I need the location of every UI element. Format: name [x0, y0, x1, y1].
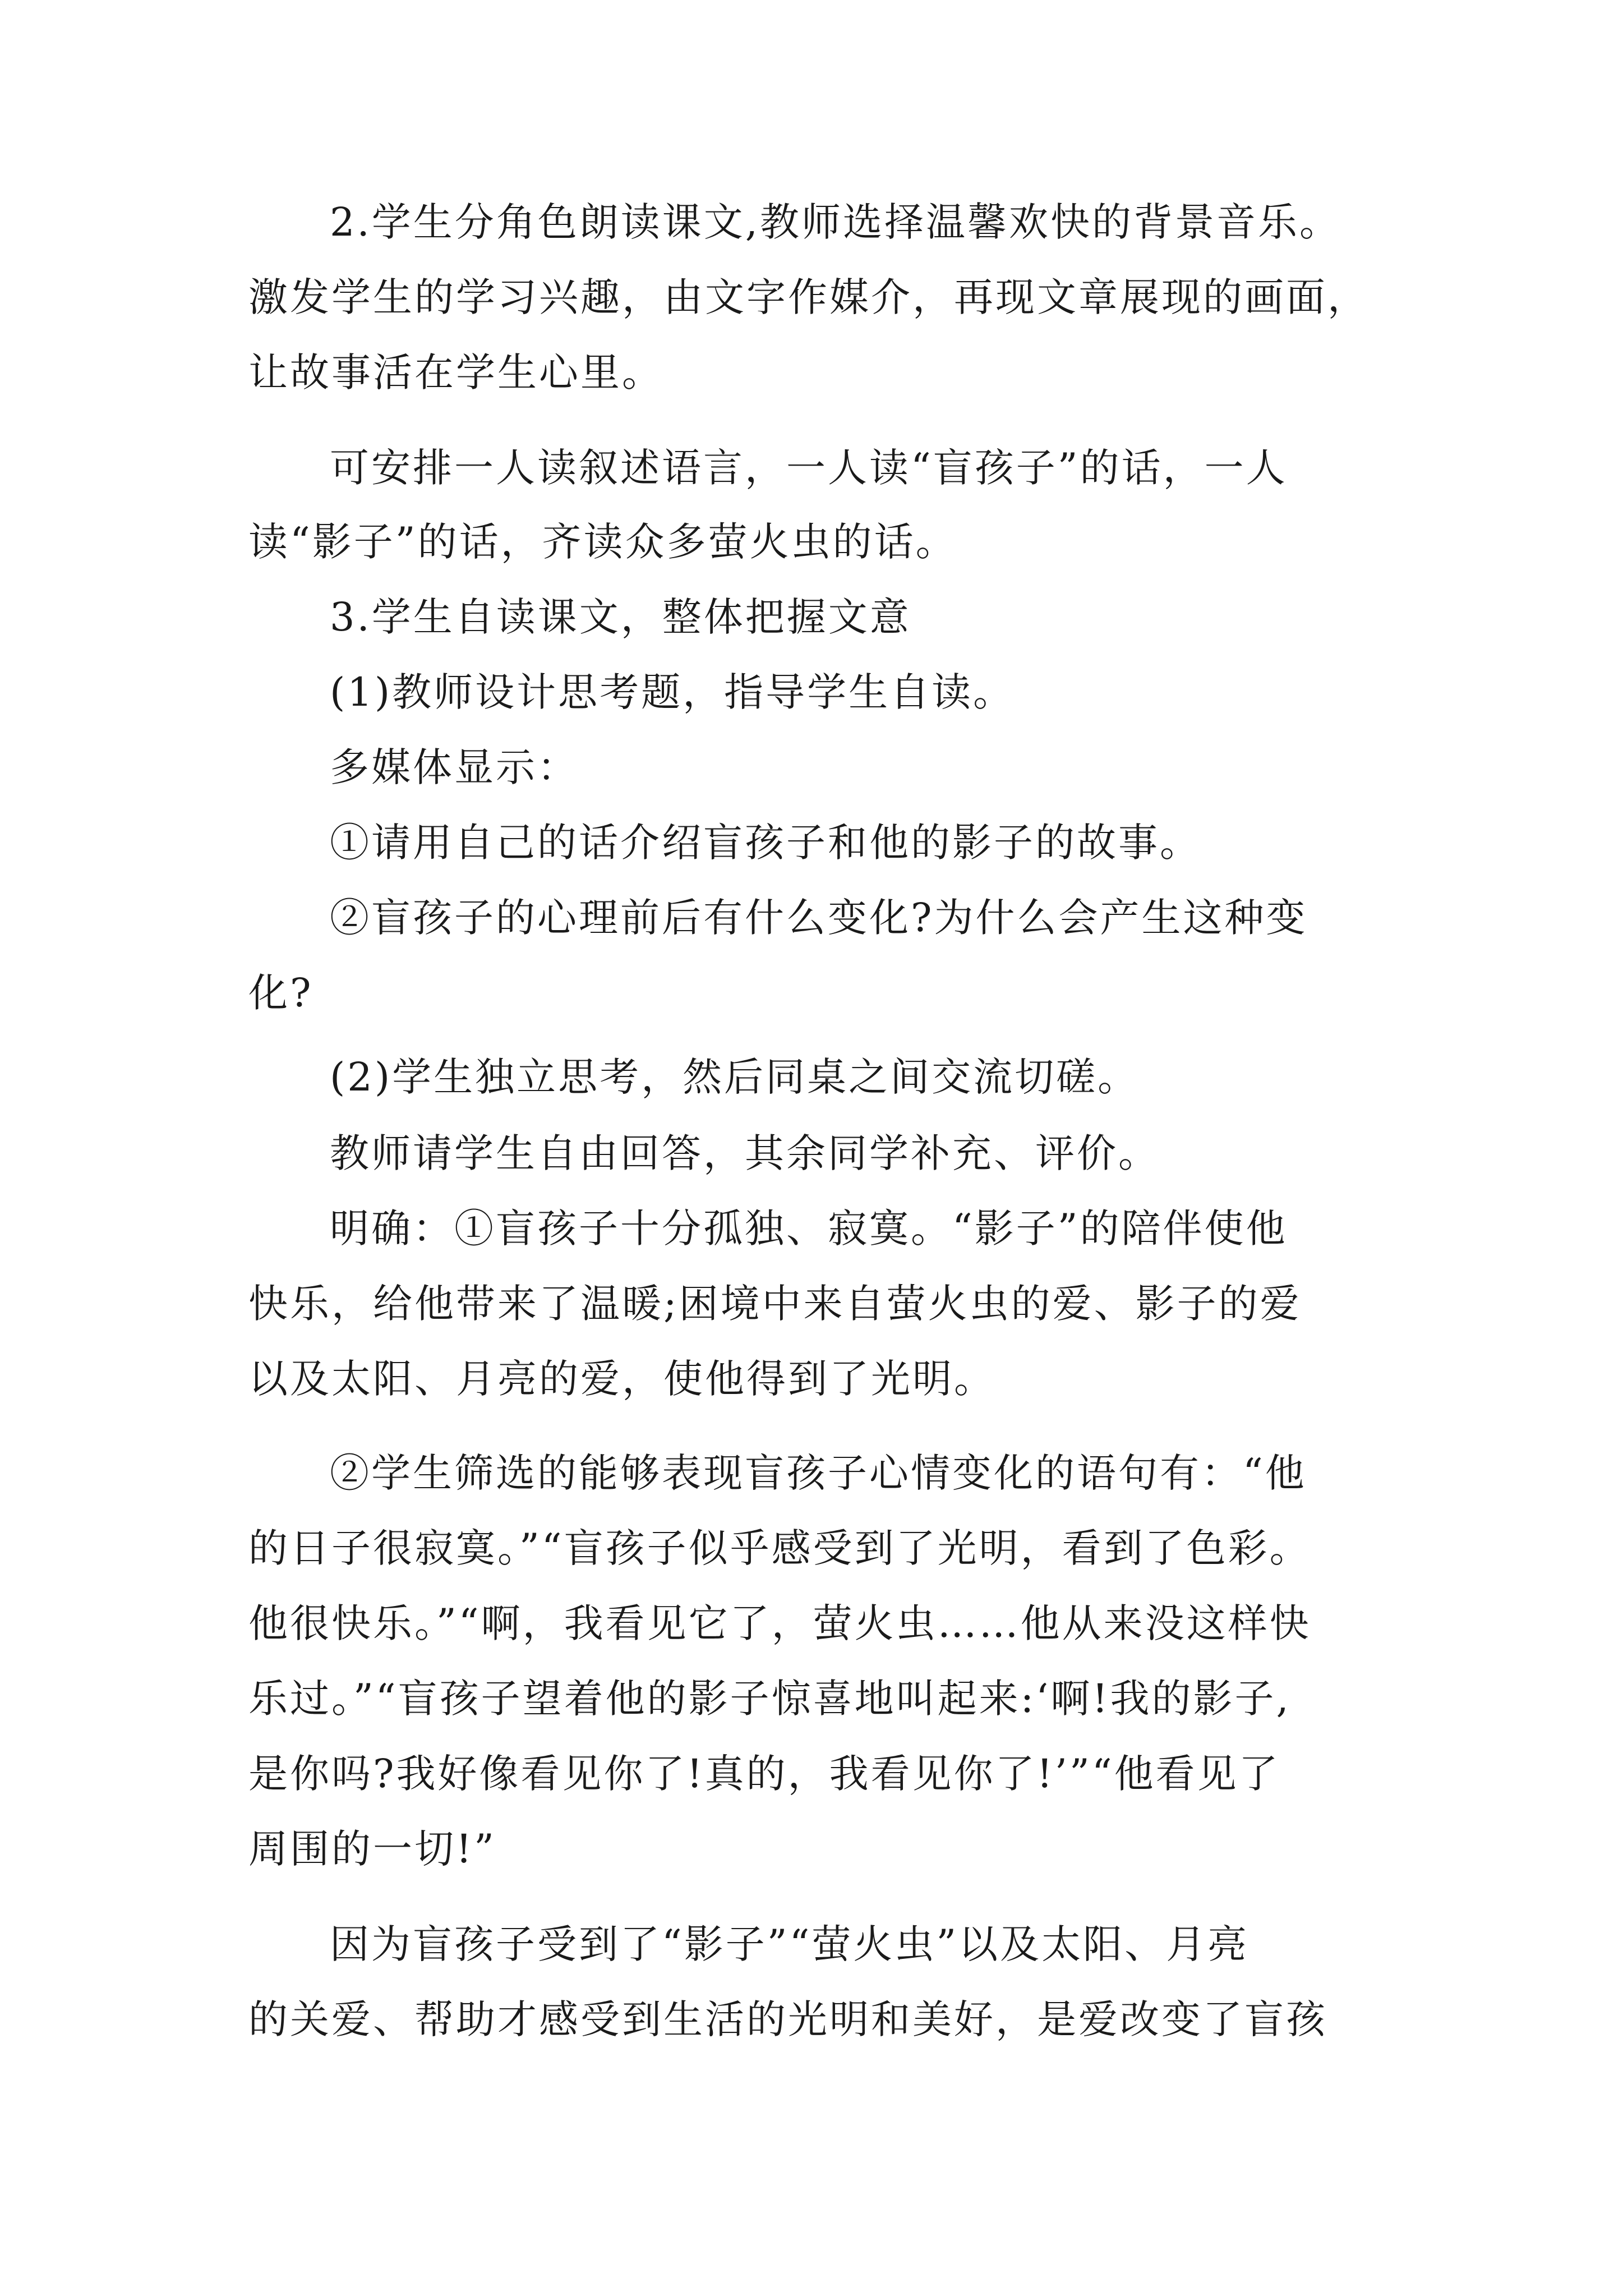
text-line-3: 让故事活在学生心里。	[248, 349, 663, 395]
text-line-24: 的关爱、帮助才感受到生活的光明和美好，是爱改变了盲孩	[248, 1996, 1327, 2042]
text-line-19: 他很快乐。”“啊，我看见它了，萤火虫……他从来没这样快	[248, 1600, 1311, 1646]
text-line-1: 2.学生分角色朗读课文,教师选择温馨欢快的背景音乐。	[330, 199, 1341, 245]
text-line-10: ②盲孩子的心理前后有什么变化?为什么会产生这种变	[330, 895, 1308, 941]
text-line-2: 激发学生的学习兴趣，由文字作媒介，再现文章展现的画面，	[248, 274, 1369, 320]
text-line-20: 乐过。”“盲孩子望着他的影子惊喜地叫起来:‘啊!我的影子,	[248, 1676, 1291, 1722]
text-line-17: ②学生筛选的能够表现盲孩子心情变化的语句有：“他	[330, 1450, 1307, 1496]
text-line-8: 多媒体显示：	[330, 744, 579, 790]
text-line-11: 化?	[248, 970, 313, 1016]
text-line-4: 可安排一人读叙述语言，一人读“盲孩子”的话，一人	[330, 445, 1288, 491]
text-line-9: ①请用自己的话介绍盲孩子和他的影子的故事。	[330, 820, 1201, 866]
text-line-18: 的日子很寂寞。”“盲孩子似乎感受到了光明，看到了色彩。	[248, 1525, 1311, 1571]
text-line-23: 因为盲孩子受到了“影子”“萤火虫”以及太阳、月亮	[330, 1921, 1249, 1967]
text-line-13: 教师请学生自由回答，其余同学补充、评价。	[330, 1130, 1160, 1176]
text-line-12: (2)学生独立思考，然后同桌之间交流切磋。	[330, 1054, 1140, 1100]
text-line-5: 读“影子”的话，齐读众多萤火虫的话。	[248, 519, 957, 565]
text-line-16: 以及太阳、月亮的爱，使他得到了光明。	[248, 1356, 995, 1402]
text-line-6: 3.学生自读课文，整体把握文意	[330, 594, 911, 640]
text-line-15: 快乐，给他带来了温暖;困境中来自萤火虫的爱、影子的爱	[248, 1281, 1302, 1327]
text-line-22: 周围的一切!”	[248, 1826, 496, 1872]
text-line-21: 是你吗?我好像看见你了!真的，我看见你了!’”“他看见了	[248, 1751, 1280, 1797]
text-line-7: (1)教师设计思考题，指导学生自读。	[330, 669, 1015, 715]
text-line-14: 明确：①盲孩子十分孤独、寂寞。“影子”的陪伴使他	[330, 1205, 1288, 1251]
